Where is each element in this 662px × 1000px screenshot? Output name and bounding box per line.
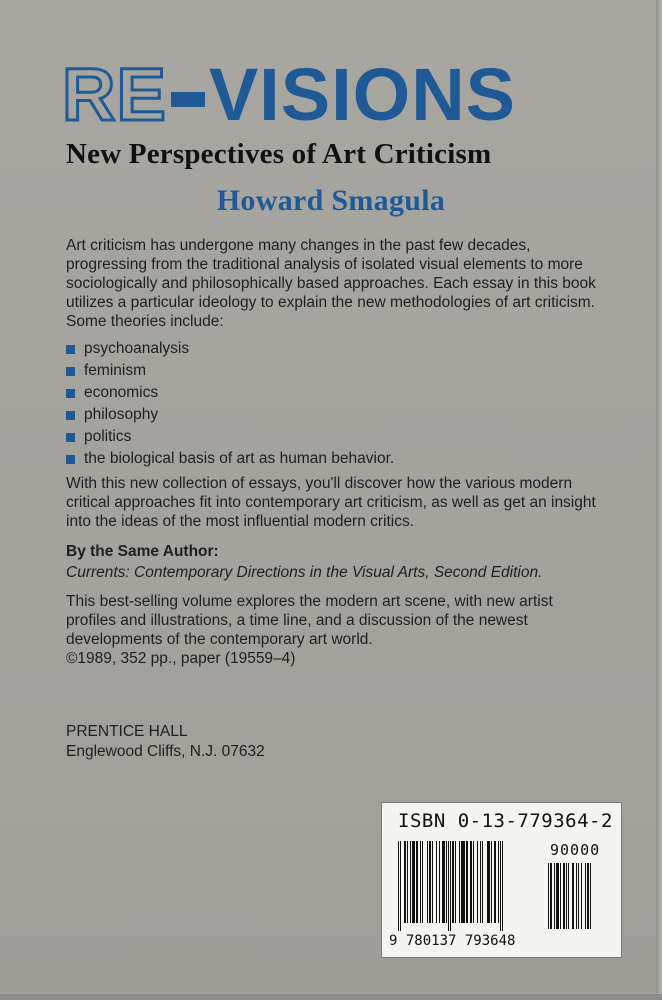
barcode-bar (427, 841, 428, 923)
title-outline-part: RE (62, 53, 167, 136)
list-item (66, 426, 394, 448)
topics-list (66, 338, 394, 470)
barcode-bar (576, 863, 577, 929)
ean-barcode (398, 841, 544, 933)
topic-label: philosophy (84, 406, 159, 423)
list-item (66, 338, 394, 360)
cover-edge-bottom (0, 994, 662, 1000)
barcode-bar (432, 841, 433, 923)
barcode-bar (407, 841, 408, 923)
barcode-bar (455, 841, 456, 923)
square-bullet-icon (66, 411, 75, 420)
other-book-description (66, 592, 606, 668)
barcode-bar (452, 841, 454, 923)
barcode-bar (448, 841, 449, 931)
cover-edge-right (656, 0, 662, 1000)
square-bullet-icon (66, 367, 75, 376)
author-name: Howard Smagula (216, 184, 446, 217)
barcode-bar (556, 863, 559, 929)
ean-digits: 9 780137 793648 (389, 933, 516, 949)
book-title (62, 52, 602, 138)
barcode-bar (572, 863, 574, 929)
barcode-bar (587, 863, 589, 929)
barcode-bar (550, 863, 552, 929)
publisher-address: Englewood Cliffs, N.J. 07632 (66, 743, 265, 760)
barcode-bar (470, 841, 472, 923)
barcode-bar (500, 841, 501, 931)
barcode-bar (477, 841, 478, 923)
barcode-bar (410, 841, 411, 923)
barcode-bar (563, 863, 565, 929)
barcode-bar (502, 841, 503, 931)
list-item (66, 404, 394, 426)
barcode-bar (459, 841, 460, 923)
barcode-bar (439, 841, 440, 923)
barcode-bar (498, 841, 499, 923)
isbn-number: ISBN 0-13-779364-2 (398, 810, 613, 832)
barcode-bar (400, 841, 401, 931)
square-bullet-icon (66, 433, 75, 442)
book-subtitle: New Perspectives of Art Criticism (66, 138, 492, 170)
other-book-blurb: This best-selling volume explores the modern art scene, with new artist profiles and illustrations, a time line, and a discussion of the newest developments of the contemporary art world. (66, 593, 553, 648)
barcode-bar (581, 863, 582, 929)
barcode-bar (398, 841, 399, 931)
barcode-bar (461, 841, 465, 923)
square-bullet-icon (66, 455, 75, 464)
topic-label: economics (84, 384, 159, 401)
barcode-bar (466, 841, 468, 923)
square-bullet-icon (66, 345, 75, 354)
barcode-bar (585, 863, 586, 929)
list-item (66, 382, 394, 404)
barcode-bar (487, 841, 490, 923)
barcode-bar (473, 841, 474, 923)
topic-label: politics (84, 428, 132, 445)
same-author-heading: By the Same Author: (66, 543, 219, 560)
topic-label: psychoanalysis (84, 340, 190, 357)
barcode-bar (566, 863, 567, 929)
publisher-block (66, 722, 265, 762)
title-dash (171, 92, 205, 107)
title-solid-part: VISIONS (208, 53, 517, 136)
barcode-bar (548, 863, 549, 929)
barcode-bar (480, 841, 481, 923)
barcode-bar (494, 841, 496, 923)
list-item (66, 448, 394, 470)
barcode-bar (482, 841, 483, 923)
barcode-bar (568, 863, 569, 929)
barcode-bar (429, 841, 431, 923)
barcode-bar (491, 841, 492, 923)
barcode-bar (420, 841, 421, 923)
barcode-bar (578, 863, 579, 929)
square-bullet-icon (66, 389, 75, 398)
barcode-bar (446, 841, 447, 923)
barcode-label (381, 802, 622, 958)
barcode-bar (436, 841, 437, 923)
other-book-details: ©1989, 352 pp., paper (19559–4) (66, 650, 296, 667)
barcode-bar (416, 841, 418, 923)
barcode-bar (554, 863, 555, 929)
barcode-bar (450, 841, 451, 931)
closing-paragraph: With this new collection of essays, you'll discover how the various modern critical approaches fit into contemporary art criticism, as well as get an insight into the ideas of the most influential modern critics. (66, 475, 596, 530)
other-book-title: Currents: Contemporary Directions in the Visual Arts, Second Edition. (66, 564, 543, 581)
barcode-bar (590, 863, 591, 929)
price-addon-barcode (548, 863, 610, 933)
topic-label: the biological basis of art as human behavior. (84, 450, 395, 467)
barcode-bar (560, 863, 561, 929)
price-code: 90000 (550, 841, 601, 859)
topic-label: feminism (84, 362, 147, 379)
list-item (66, 360, 394, 382)
barcode-bar (412, 841, 415, 923)
barcode-bar (442, 841, 445, 923)
barcode-bar (404, 841, 406, 923)
intro-paragraph: Art criticism has undergone many changes in the past few decades, progressing from the traditional analysis of isolated visual elements to more sociologically and philosophically based approaches. Each essay in this book utilizes a particular ideology to explain the new methodologies of art criticism. Some theories include: (66, 237, 596, 330)
publisher-name: PRENTICE HALL (66, 723, 188, 740)
barcode-bar (422, 841, 423, 923)
